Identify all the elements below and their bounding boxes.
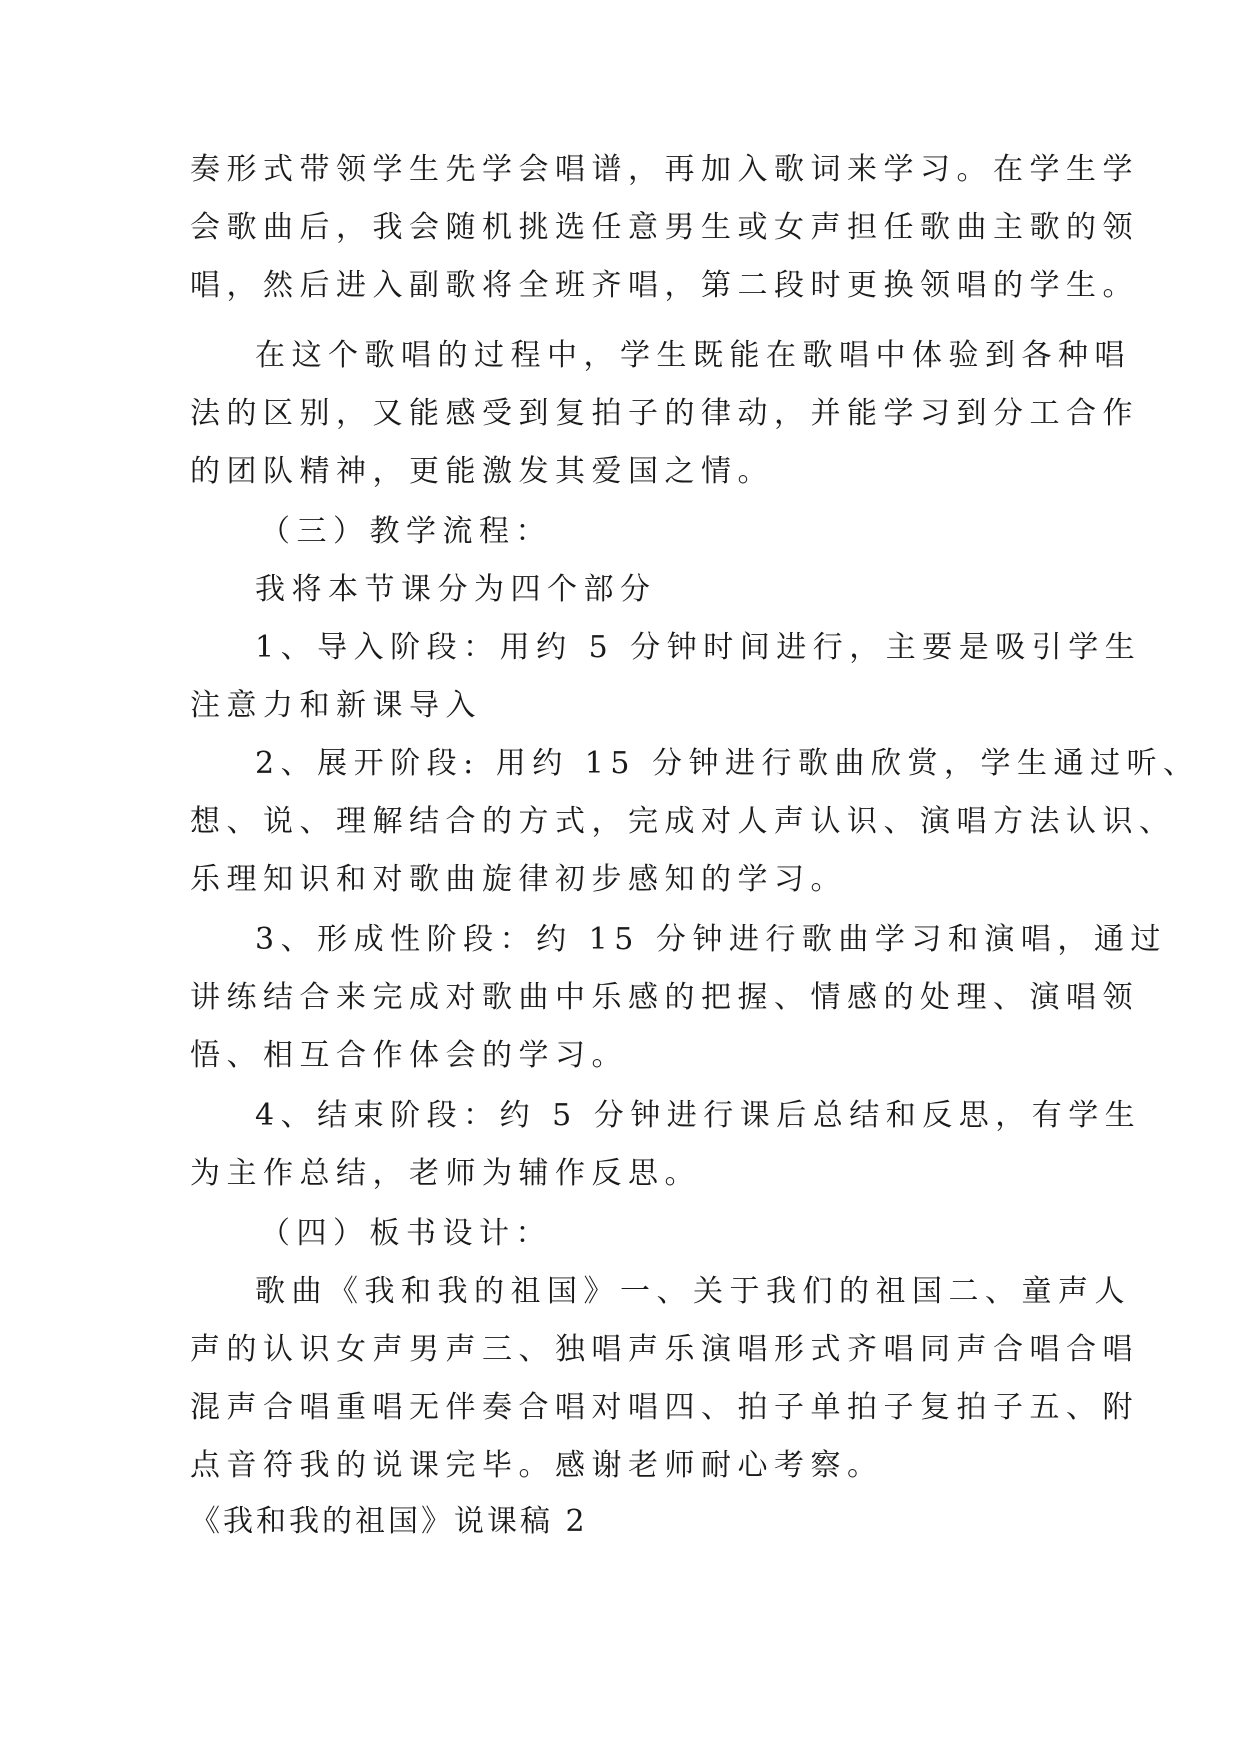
paragraph-line: 我将本节课分为四个部分: [255, 572, 657, 607]
paragraph-line: 法的区别，又能感受到复拍子的律动，并能学习到分工合作: [190, 396, 1139, 431]
paragraph-line: 混声合唱重唱无伴奏合唱对唱四、拍子单拍子复拍子五、附: [190, 1390, 1139, 1425]
paragraph-line: 唱，然后进入副歌将全班齐唱，第二段时更换领唱的学生。: [190, 268, 1139, 303]
paragraph-line: 歌曲《我和我的祖国》一、关于我们的祖国二、童声人: [255, 1274, 1131, 1309]
paragraph-line: 的团队精神，更能激发其爱国之情。: [190, 454, 774, 489]
paragraph-line: 讲练结合来完成对歌曲中乐感的把握、情感的处理、演唱领: [190, 980, 1139, 1015]
paragraph-line: 1、导入阶段：用约 5 分钟时间进行，主要是吸引学生: [255, 630, 1142, 665]
paragraph-line: 奏形式带领学生先学会唱谱，再加入歌词来学习。在学生学: [190, 152, 1139, 187]
paragraph-line: 在这个歌唱的过程中，学生既能在歌唱中体验到各种唱: [255, 338, 1131, 373]
paragraph-line: 悟、相互合作体会的学习。: [190, 1038, 628, 1073]
paragraph-line: 会歌曲后，我会随机挑选任意男生或女声担任歌曲主歌的领: [190, 210, 1139, 245]
document-title: 《我和我的祖国》说课稿 2: [190, 1504, 588, 1539]
paragraph-line: 3、形成性阶段：约 15 分钟进行歌曲学习和演唱，通过: [255, 922, 1167, 957]
paragraph-line: 4、结束阶段：约 5 分钟进行课后总结和反思，有学生: [255, 1098, 1142, 1133]
section-heading: （四）板书设计：: [260, 1216, 552, 1251]
paragraph-line: 为主作总结，老师为辅作反思。: [190, 1156, 701, 1191]
paragraph-line: 乐理知识和对歌曲旋律初步感知的学习。: [190, 862, 847, 897]
paragraph-line: 点音符我的说课完毕。感谢老师耐心考察。: [190, 1448, 884, 1483]
section-heading: （三）教学流程：: [260, 514, 552, 549]
paragraph-line: 注意力和新课导入: [190, 688, 482, 723]
paragraph-line: 声的认识女声男声三、独唱声乐演唱形式齐唱同声合唱合唱: [190, 1332, 1139, 1367]
paragraph-line: 2、展开阶段: 用约 15 分钟进行歌曲欣赏，学生通过听、: [255, 746, 1200, 781]
paragraph-line: 想、说、理解结合的方式，完成对人声认识、演唱方法认识、: [190, 804, 1176, 839]
